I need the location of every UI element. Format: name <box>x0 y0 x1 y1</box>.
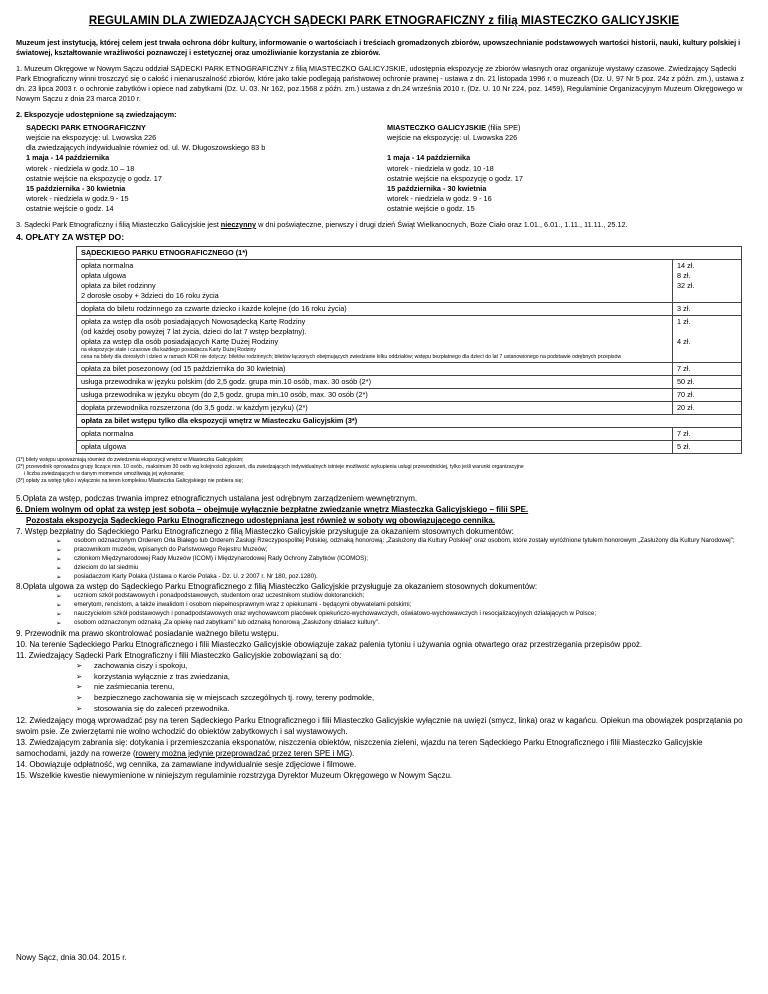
table-row <box>77 388 742 401</box>
rule-10: 10. Na terenie Sądeckiego Parku Etnograficznego i filii Miasteczko Galicyjskie obowiązuje zakaz palenia tytoniu i używania ognia otwartego oraz przestrzegania przepisów ppoż. <box>16 639 643 649</box>
document-title: REGULAMIN DLA ZWIEDZAJĄCYCH SĄDECKI PARK ETNOGRAFICZNY z filią MIASTECZKO GALICYJSKIE <box>88 15 680 27</box>
park-name: SĄDECKI PARK ETNOGRAFICZNY <box>26 123 146 133</box>
note-1: (1*) bilety wstępu upoważniają również do zwiedzenia ekspozycji wnętrz w Miasteczku Galicyjskim; <box>16 457 244 464</box>
fee-cards-prices <box>673 316 742 363</box>
fee-kdr-note-1: na ekspozycje stałe i czasowe dla każdego posiadacza Karty Dużej Rodziny <box>81 347 257 354</box>
fee-guide-foreign-price: 70 zł. <box>673 388 742 401</box>
table-row <box>77 428 742 441</box>
fee-town-normal-label: opłata normalna <box>77 428 673 441</box>
list-item: ➢ zachowania ciszy i spokoju, <box>76 661 752 672</box>
list-item: ➢ członkom Międzynarodowej Rady Muzeów (ICOM) i Międzynarodowej Rady Ochrony Zabytków (ICOMOS); <box>56 555 752 564</box>
paragraph-2-title: 2. Ekspozycje udostępnione są zwiedzającym: <box>16 110 177 120</box>
fee-reduced-label: opłata ulgowa <box>81 270 127 280</box>
rule-14: 14. Obowiązuje odpłatność, wg cennika, za zamawiane indywidualnie sesje zdjęciowe i filmowe. <box>16 759 357 769</box>
document-date: Nowy Sącz, dnia 30.04. 2015 r. <box>16 953 127 962</box>
rule-5: 5.Opłata za wstęp, podczas trwania imprez etnograficznych ustalana jest odrębnym zarządzeniem wewnętrznym. <box>16 494 418 504</box>
fee-normal-price: 14 zł. <box>677 260 695 270</box>
intro-paragraph: Muzeum jest instytucją, której celem jest trwała ochrona dóbr kultury, informowanie o wartościach i treściach gromadzonych zbiorów, upowszechnianie podstawowych wartości historii, nauki, kultury polskiej i światowej, kształtowanie wrażliwości poznawczej i estetycznej oraz umożliwianie korzystania ze zbiorów. <box>16 37 741 57</box>
fee-guide-extended-price: 20 zł. <box>673 402 742 415</box>
town-name-suffix: (filia SPE) <box>485 123 521 133</box>
fee-guide-foreign-label: usługa przewodnika w języku obcym (do 2,5 godz. grupa min.10 osób, max. 30 osób (2*) <box>77 388 673 401</box>
list-item: ➢ emerytom, rencistom, a także inwalidom i osobom niepełnosprawnym wraz z opiekunami - będącymi obywatelami polskimi; <box>56 601 752 610</box>
rule-11: 11. Zwiedzający Sądecki Park Etnograficzny i filii Miasteczko Galicyjskie zobowiązani są do: <box>16 650 342 660</box>
rule-6b: Pozostała ekspozycja Sądeckiego Parku Etnograficznego udostępniana jest również w soboty wg obowiązującego cennika. <box>26 516 495 526</box>
town-name-line <box>387 123 752 133</box>
list-item: ➢ nie zaśmiecania terenu, <box>76 682 752 693</box>
fee-nkr-price: 1 zł. <box>677 317 691 327</box>
town-winter-season: 15 października - 30 kwietnia <box>387 183 487 193</box>
fee-town-reduced-price: 5 zł. <box>673 441 742 454</box>
park-entrance-alt: dla zwiedzających indywidualnie również od. ul. W. Długoszowskiego 83 b <box>26 143 266 153</box>
paragraph-3 <box>16 220 752 230</box>
table-row <box>77 362 742 375</box>
town-summer-season: 1 maja - 14 października <box>387 153 471 163</box>
town-summer-hours: wtorek - niedziela w godz. 10 -18 <box>387 163 494 173</box>
fee-guide-pl-label: usługa przewodnika w języku polskim (do 2,5 godz. grupa min.10 osób, max. 30 osób (2*) <box>77 375 673 388</box>
park-winter-season: 15 października - 30 kwietnia <box>26 183 126 193</box>
park-winter-last-entry: ostatnie wejście o godz. 14 <box>26 203 114 213</box>
regulations-document <box>16 0 752 962</box>
rule-13-bikes: rowery można jedynie przeprowadzać przez teren SPE i MG <box>135 748 350 758</box>
park-summer-hours: wtorek - niedziela w godz.10 – 18 <box>26 163 135 173</box>
fee-nkr-sub: (od każdej osoby powyżej 7 lat życia, dzieci do lat 7 wstęp bezpłatny). <box>81 327 307 337</box>
fee-offseason-price: 7 zł. <box>673 362 742 375</box>
town-winter-hours: wtorek - niedziela w godz. 9 - 16 <box>387 193 492 203</box>
list-item: ➢ uczniom szkół podstawowych i ponadpodstawowych, studentom oraz uczestnikom studiów doktoranckich; <box>56 592 752 601</box>
fee-town-reduced-label: opłata ulgowa <box>77 441 673 454</box>
rule-8-list <box>16 592 752 627</box>
list-item: ➢ bezpiecznego zachowania się w miejscach szczególnych tj. rowy, tereny podmokłe, <box>76 693 752 704</box>
note-3: (3*) opłaty za wstęp tylko i wyłącznie na teren kompleksu Miasteczka Galicyjskiego nie pobiera się; <box>16 478 243 485</box>
rule-7: 7. Wstęp bezpłatny do Sądeckiego Parku Etnograficznego z filią Miasteczko Galicyjskie przysługuje za okazaniem stosownych dokumentów: <box>16 527 514 537</box>
town-summer-last-entry: ostatnie wejście na ekspozycję o godz. 17 <box>387 173 523 183</box>
park-summer-season: 1 maja - 14 października <box>26 153 110 163</box>
list-item: ➢ osobom odznaczonym Orderem Orła Białego lub Orderem Zasługi Rzeczypospolitej Polskiej, odznaką honorową: „Zasłużony dla Kultury Polskiej" oraz osobom, które zostały wyróżnione tytułem honorowym „Zasłużony dla Kultury Narodowej"; <box>56 537 752 546</box>
fee-town-normal-price: 7 zł. <box>673 428 742 441</box>
park-summer-last-entry: ostatnie wejście na ekspozycję o godz. 17 <box>26 173 162 183</box>
rules-list <box>16 493 752 781</box>
town-entrance: wejście na ekspozycję: ul. Lwowska 226 <box>387 133 518 143</box>
list-item: ➢ nauczycielom szkół podstawowych i ponadpodstawowych oraz wychowawcom placówek opiekuńczo-wychowawczych, oświatowo-wychowawczych i resocjalizacyjnych działających w Polsce; <box>56 610 752 619</box>
rule-6a: 6. Dniem wolnym od opłat za wstęp jest sobota – obejmuje wyłącznie bezpłatne zwiedzanie wnętrz Miasteczka Galicyjskiego – filii SPE. <box>16 505 529 515</box>
fee-extra-child-label: dopłata do biletu rodzinnego za czwarte dziecko i każde kolejne (do 16 roku życia) <box>77 303 673 316</box>
fees-title: 4. OPŁATY ZA WSTĘP DO: <box>16 231 125 242</box>
town-name: MIASTECZKO GALICYJSKIE <box>387 123 486 133</box>
table-row <box>77 316 742 363</box>
fee-kdr-price: 4 zł. <box>677 337 691 347</box>
list-item: ➢ pracownikom muzeów, wpisanych do Państwowego Rejestru Muzeów; <box>56 546 752 555</box>
table-row <box>77 375 742 388</box>
note-2: (2*) przewodnik oprowadza grupy liczące min. 10 osób., maksimum 30 osób wg kolejności zgłoszeń, dla zwiedzających indywidualnych istnieje możliwość wykupienia usługi przewodnickiej, tylko jeśli warunki organizacyjne <box>16 464 524 471</box>
list-item: ➢ dzieciom do lat siedmiu <box>56 564 752 573</box>
rule-15: 15. Wszelkie kwestie niewymienione w niniejszym regulaminie rozstrzyga Dyrektor Muzeum Okręgowego w Nowym Sączu. <box>16 770 453 780</box>
park-winter-hours: wtorek - niedziela w godz.9 - 15 <box>26 193 129 203</box>
town-hours <box>387 123 752 214</box>
fee-cards-labels <box>77 316 673 363</box>
fee-kdr-note-2: cena na bilety dla dorosłych i dzieci w ramach KDR nie dotyczy: biletów rodzinnych; biletów łączonych obejmujących zwiedzanie kilku oddziałów; wstępu bezpłatnego dla dzieci do lat 7 ustanowionego na podstawie odrębnych przepisów <box>81 354 622 361</box>
fees-table <box>76 246 742 455</box>
park-entrance: wejście na ekspozycję: ul. Lwowska 226 <box>26 133 157 143</box>
table-row <box>77 259 742 302</box>
fee-family-label: opłata za bilet rodzinny <box>81 280 156 290</box>
fee-kdr-label: opłata za wstęp dla osób posiadających Kartę Dużej Rodziny <box>81 337 279 347</box>
fees-town-header: opłata za bilet wstępu tylko dla ekspozycji wnętrz w Miasteczku Galicyjskim (3*) <box>77 415 742 428</box>
rule-13-end: ). <box>349 748 355 758</box>
table-row <box>77 402 742 415</box>
fee-label <box>77 259 673 302</box>
rule-13-text: 13. Zwiedzającym zabrania się: dotykania i przemieszczania eksponatów, niszczenia obiektów, niszczenia zieleni, wjazdu na teren Sądeckiego Parku Etnograficznego i filii Miasteczko Galicyjskie samochodami, jazdy na rowerze ( <box>16 737 703 758</box>
list-item: ➢ osobom odznaczonym odznaką „Za opiekę nad zabytkami" lub odznaką honorową „Zasłużony działacz kultury". <box>56 619 752 628</box>
note-2-cont: i liczba zwiedzających w danym momencie umożliwiają jej wykonanie; <box>24 471 185 478</box>
fee-normal-label: opłata normalna <box>81 260 134 270</box>
list-item: ➢ stosowania się do zaleceń przewodnika. <box>76 704 752 715</box>
rule-8: 8.Opłata ulgowa za wstęp do Sądeckiego Parku Etnograficznego z filią Miasteczko Galicyjskie przysługuje za okazaniem stosownych dokumentów: <box>16 582 538 592</box>
paragraph-3-text-c: w dni poświąteczne, pierwszy i drugi dzień Świąt Wielkanocnych, Boże Ciało oraz 1.01., 6.01., 1.11., 11.11., 25.12. <box>256 219 628 229</box>
rule-7-list <box>16 537 752 581</box>
rule-12: 12. Zwiedzający mogą wprowadzać psy na teren Sądeckiego Parku Etnograficznego i filii Miasteczko Galicyjskie wyłącznie na uwięzi (smycz, linka) oraz w kagańcu. Opiekun ma obowiązek posprzątania po swoim psie. Ze zwierzętami nie wolno wchodzić do obiektów zabytkowych i sal wystawowych. <box>16 715 743 736</box>
rule-9: 9. Przewodnik ma prawo skontrolować posiadanie ważnego biletu wstępu. <box>16 628 279 638</box>
fee-notes <box>16 457 752 485</box>
fee-guide-pl-price: 50 zł. <box>673 375 742 388</box>
town-winter-last-entry: ostatnie wejście o godz. 15 <box>387 203 475 213</box>
fee-nkr-label: opłata za wstęp dla osób posiadających Nowosądecką Kartę Rodziny <box>81 317 306 327</box>
paragraph-1: 1. Muzeum Okręgowe w Nowym Sączu oddział SĄDECKI PARK ETNOGRAFICZNY z filią MIASTECZKO GALICYJSKIE, udostępnia ekspozycję ze zbiorów własnych oraz organizuje wystawy czasowe. Zwiedzający Sądecki Park Etnograficzny winni troszczyć się o całość i nienaruszalność zbiorów, które jako takie podlegają państwowej ochronie prawnej - ustawa z dn. 21 listopada 1996 r. o muzeach (Dz. U. 97 Nr 5 poz. 24z z późn. zm.), ustawa z dn. 23 lipca 2003 r. o ochronie zabytków i opiece nad zabytkami (Dz. U. 03. Nr 162, poz.1568 z późn. zm.) ustawa z dn.24 września 2010 r. (Dz. U. 10 Nr 224, poz. 1459), Regulaminie Organizacyjnym Muzeum Okręgowego w Nowym Sączu z dnia 23 marca 2010 r. <box>16 63 745 104</box>
list-item: ➢ posiadaczom Karty Polaka (Ustawa o Karcie Polaka - Dz. U. z 2007 r. Nr 180, poz.1280). <box>56 573 752 582</box>
list-item: ➢ korzystania wyłącznie z tras zwiedzania, <box>76 672 752 683</box>
fee-offseason-label: opłata za bilet posezonowy (od 15 października do 30 kwietnia) <box>77 362 673 375</box>
fee-extra-child-price: 3 zł. <box>673 303 742 316</box>
fee-family-price: 32 zł. <box>677 280 695 290</box>
closed-word: nieczynny <box>220 219 257 229</box>
paragraph-3-text-a: 3. Sądecki Park Etnograficzny i filią Miasteczko Galicyjskie jest <box>16 219 221 229</box>
park-hours <box>16 123 387 214</box>
fee-guide-extended-label: dopłata przewodnika rozszerzona (do 3,5 godz. w każdym języku) (2*) <box>77 402 673 415</box>
rule-13 <box>16 737 752 759</box>
table-row <box>77 303 742 316</box>
opening-hours <box>16 123 752 214</box>
fee-reduced-price: 8 zł. <box>677 270 691 280</box>
fee-family-sub: 2 dorosłe osoby + 3dzieci do 16 roku życia <box>81 291 219 301</box>
fee-price <box>673 259 742 302</box>
table-row <box>77 441 742 454</box>
fees-park-header: SĄDECKIEGO PARKU ETNOGRAFICZNEGO (1*) <box>77 246 742 259</box>
rule-11-list <box>16 661 752 715</box>
